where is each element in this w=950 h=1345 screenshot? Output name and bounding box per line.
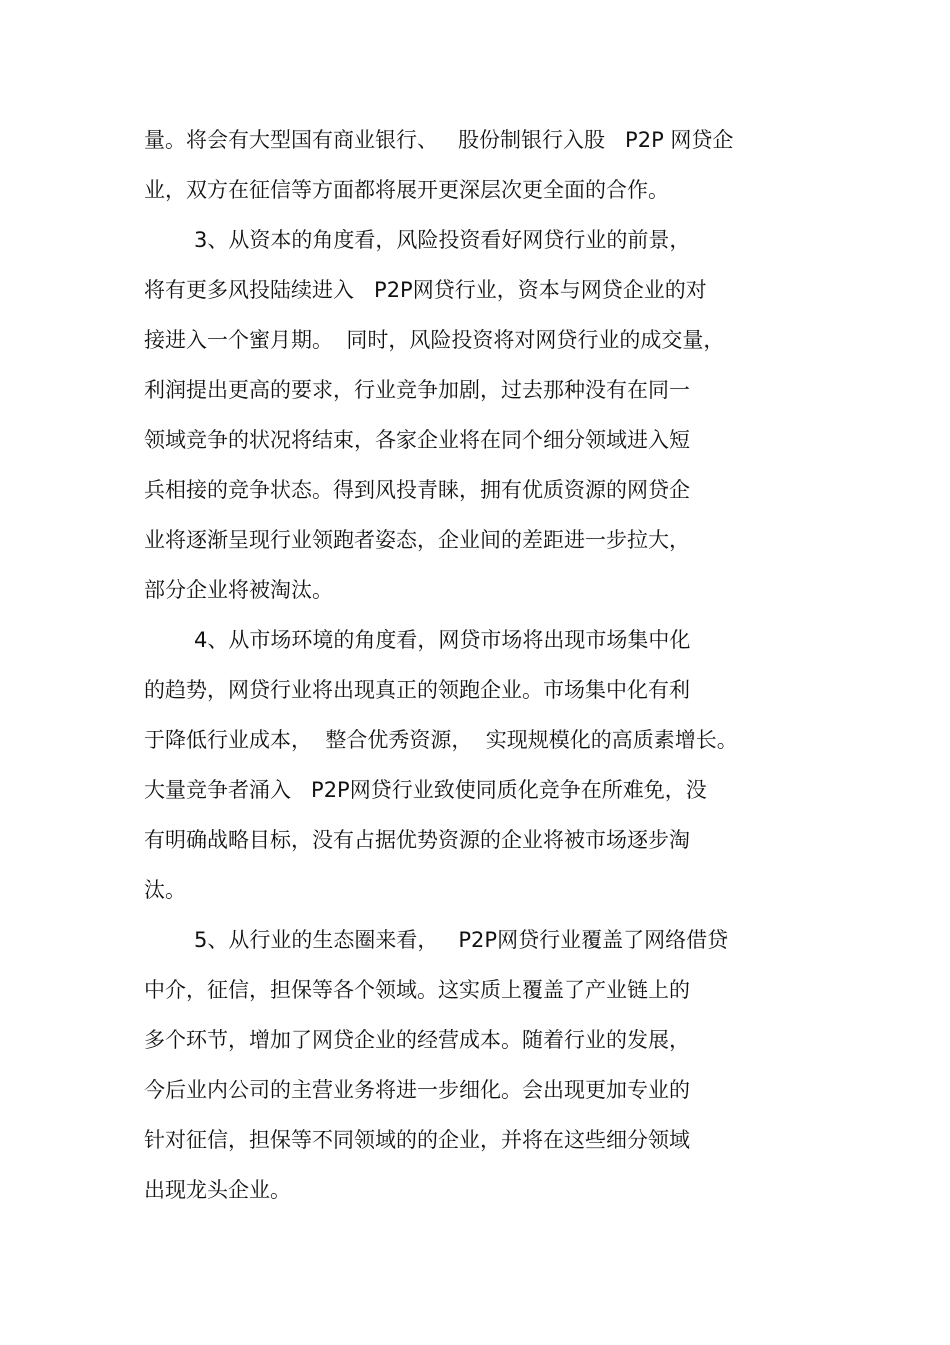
text-line-9: 业将逐渐呈现行业领跑者姿态，企业间的差距进一步拉大，	[144, 528, 690, 552]
text-line-22: 出现龙头企业。	[144, 1178, 291, 1202]
text-line-5: 接进入一个蜜月期。 同时，风险投资将对网贷行业的成交量，	[144, 328, 725, 352]
text-line-4: 将有更多风投陆续进入 P2P网贷行业，资本与网贷企业的对	[144, 278, 707, 302]
text-line-18: 中介，征信，担保等各个领域。这实质上覆盖了产业链上的	[144, 978, 690, 1002]
text-line-7: 领域竞争的状况将结束，各家企业将在同个细分领域进入短	[144, 428, 690, 452]
text-line-21: 针对征信，担保等不同领域的的企业，并将在这些细分领域	[144, 1128, 690, 1152]
text-line-12: 的趋势，网贷行业将出现真正的领跑企业。市场集中化有利	[144, 678, 690, 702]
text-line-14: 大量竞争者涌入 P2P网贷行业致使同质化竞争在所难免，没	[144, 778, 707, 802]
text-line-19: 多个环节，增加了网贷企业的经营成本。随着行业的发展，	[144, 1028, 690, 1052]
text-line-8: 兵相接的竞争状态。得到风投青睐，拥有优质资源的网贷企	[144, 478, 690, 502]
text-line-3: 3、从资本的角度看，风险投资看好网贷行业的前景，	[194, 228, 691, 252]
text-line-16: 汰。	[144, 878, 186, 902]
text-line-1: 量。将会有大型国有商业银行、 股份制银行入股 P2P 网贷企	[144, 128, 734, 152]
text-line-11: 4、从市场环境的角度看，网贷市场将出现市场集中化	[194, 628, 691, 652]
text-line-2: 业，双方在征信等方面都将展开更深层次更全面的合作。	[144, 178, 669, 202]
text-line-20: 今后业内公司的主营业务将进一步细化。会出现更加专业的	[144, 1078, 690, 1102]
text-line-13: 于降低行业成本， 整合优秀资源， 实现规模化的高质素增长。	[144, 728, 738, 752]
text-line-6: 利润提出更高的要求，行业竞争加剧，过去那种没有在同一	[144, 378, 690, 402]
text-line-10: 部分企业将被淘汰。	[144, 578, 333, 602]
text-line-15: 有明确战略目标，没有占据优势资源的企业将被市场逐步淘	[144, 828, 690, 852]
text-line-17: 5、从行业的生态圈来看， P2P网贷行业覆盖了网络借贷	[194, 928, 729, 952]
